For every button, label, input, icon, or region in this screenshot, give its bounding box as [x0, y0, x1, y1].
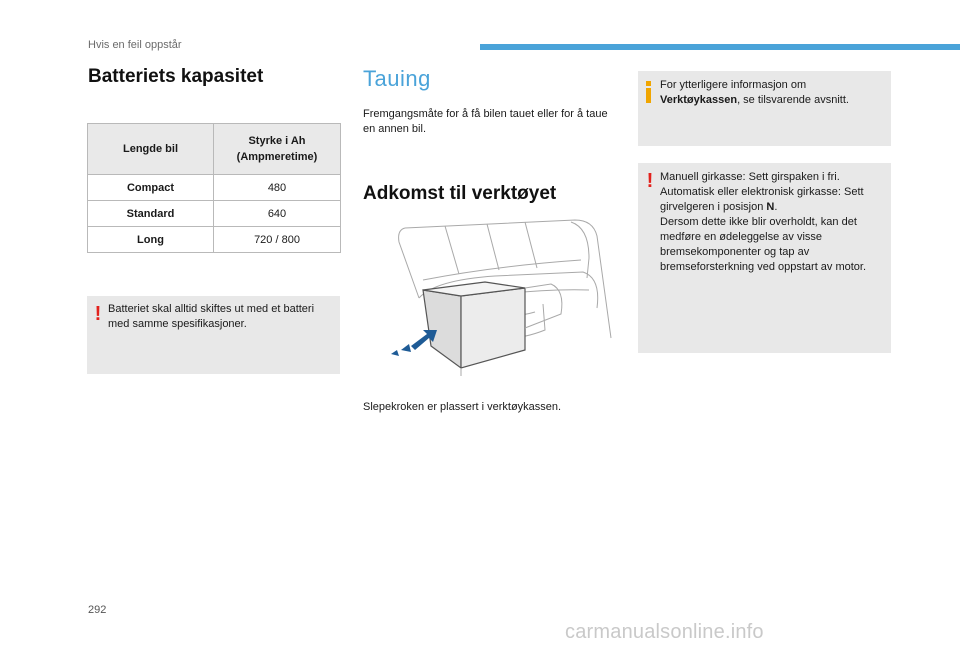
warning-line2-before: Automatisk eller elektronisk girkasse: Sett girvelgeren i posisjon	[660, 186, 864, 213]
towing-intro: Fremgangsmåte for å få bilen tauet eller for å taue en annen bil.	[363, 108, 608, 135]
table-cell-name: Compact	[88, 175, 214, 201]
warning-line2-after: .	[774, 201, 778, 213]
warning-icon: !	[646, 170, 654, 192]
capacity-header-line1: Styrke i Ah	[248, 135, 306, 147]
info-note	[638, 71, 891, 146]
warning-line2-bold: N	[766, 201, 775, 213]
table-cell-value: 640	[214, 201, 341, 227]
running-head: Hvis en feil oppstår	[88, 39, 182, 51]
page-number: 292	[88, 604, 107, 616]
table-row	[88, 227, 341, 253]
table-row	[88, 175, 341, 201]
header-rule	[480, 44, 960, 50]
table-cell-name: Long	[88, 227, 214, 253]
info-note-after: , se tilsvarende avsnitt.	[737, 94, 849, 106]
capacity-header-line2: (Ampmeretime)	[236, 151, 318, 163]
gearbox-warning-note	[638, 163, 891, 353]
towing-title: Tauing	[363, 66, 431, 91]
warning-line1: Manuell girkasse: Sett girspaken i fri.	[660, 171, 840, 183]
info-note-text	[660, 78, 888, 108]
tool-access-title: Adkomst til verktøyet	[363, 183, 557, 204]
table-cell-value: 720 / 800	[214, 227, 341, 253]
tool-box-caption: Slepekroken er plassert i verktøykassen.	[363, 401, 562, 413]
warning-line3: Dersom dette ikke blir overholdt, kan det medføre en ødeleggelse av visse bremsekomponenter og tap av bremseforsterkning ved oppstart av motor.	[660, 216, 867, 273]
gearbox-warning-text	[660, 170, 888, 275]
warning-icon: !	[94, 303, 102, 325]
info-icon	[646, 81, 651, 103]
column-header-length: Lengde bil	[88, 124, 214, 175]
battery-warning-note	[87, 296, 340, 374]
battery-warning-text: Batteriet skal alltid skiftes ut med et batteri med samme spesifikasjoner.	[108, 303, 315, 330]
info-note-bold: Verktøykassen	[660, 94, 738, 106]
table-cell-name: Standard	[88, 201, 214, 227]
battery-capacity-table	[87, 123, 341, 253]
info-note-before: For ytterligere informasjon om	[660, 79, 807, 91]
table-row	[88, 201, 341, 227]
table-cell-value: 480	[214, 175, 341, 201]
battery-capacity-title: Batteriets kapasitet	[88, 66, 264, 87]
watermark: carmanualsonline.info	[565, 621, 764, 643]
tool-box-illustration	[375, 218, 615, 378]
column-header-capacity	[214, 124, 341, 175]
table-header-row	[88, 124, 341, 175]
